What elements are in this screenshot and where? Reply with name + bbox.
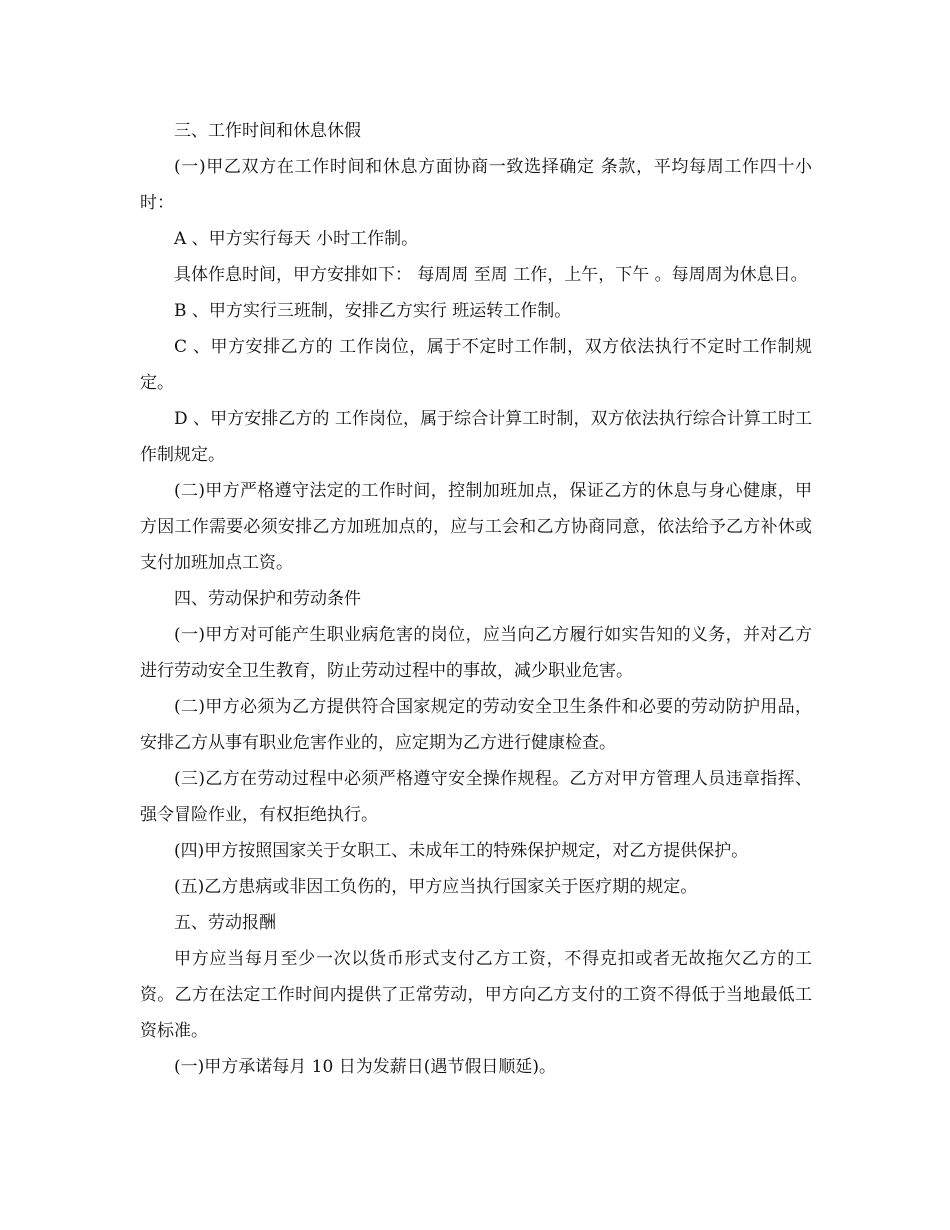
paragraph: (一)甲方对可能产生职业病危害的岗位，应当向乙方履行如实告知的义务，并对乙方进行劳动安全卫生教育，防止劳动过程中的事故，减少职业危害。 [140, 625, 812, 681]
section-heading-remuneration: 五、劳动报酬 [174, 913, 276, 933]
paragraph: (二)甲方严格遵守法定的工作时间，控制加班加点，保证乙方的休息与身心健康，甲方因工作需要必须安排乙方加班加点的，应与工会和乙方协商同意，依法给予乙方补休或支付加班加点工资。 [140, 481, 812, 573]
paragraph: (二)甲方必须为乙方提供符合国家规定的劳动安全卫生条件和必要的劳动防护用品，安排乙方从事有职业危害作业的，应定期为乙方进行健康检查。 [140, 697, 812, 753]
section-heading-work-hours: 三、工作时间和休息休假 [174, 121, 361, 141]
paragraph: (四)甲方按照国家关于女职工、未成年工的特殊保护规定，对乙方提供保护。 [174, 841, 749, 861]
paragraph: A 、甲方实行每天 小时工作制。 [174, 229, 419, 249]
paragraph: (一)甲乙双方在工作时间和休息方面协商一致选择确定 条款，平均每周工作四十小时： [140, 157, 812, 213]
paragraph: B 、甲方实行三班制，安排乙方实行 班运转工作制。 [174, 301, 572, 321]
paragraph: (五)乙方患病或非因工负伤的，甲方应当执行国家关于医疗期的规定。 [174, 877, 698, 897]
paragraph: 甲方应当每月至少一次以货币形式支付乙方工资，不得克扣或者无故拖欠乙方的工资。乙方在法定工作时间内提供了正常劳动，甲方向乙方支付的工资不得低于当地最低工资标准。 [140, 949, 812, 1041]
document-body [140, 113, 812, 1085]
section-heading-labor-protection: 四、劳动保护和劳动条件 [174, 589, 361, 609]
paragraph: C 、甲方安排乙方的 工作岗位，属于不定时工作制，双方依法执行不定时工作制规定。 [140, 337, 812, 393]
paragraph: D 、甲方安排乙方的 工作岗位，属于综合计算工时制，双方依法执行综合计算工时工作制规定。 [140, 409, 812, 465]
paragraph: (三)乙方在劳动过程中必须严格遵守安全操作规程。乙方对甲方管理人员违章指挥、强令冒险作业，有权拒绝执行。 [140, 769, 812, 825]
paragraph: (一)甲方承诺每月 10 日为发薪日(遇节假日顺延)。 [174, 1057, 556, 1077]
paragraph: 具体作息时间，甲方安排如下： 每周周 至周 工作，上午，下午 。每周周为休息日。 [174, 265, 808, 285]
